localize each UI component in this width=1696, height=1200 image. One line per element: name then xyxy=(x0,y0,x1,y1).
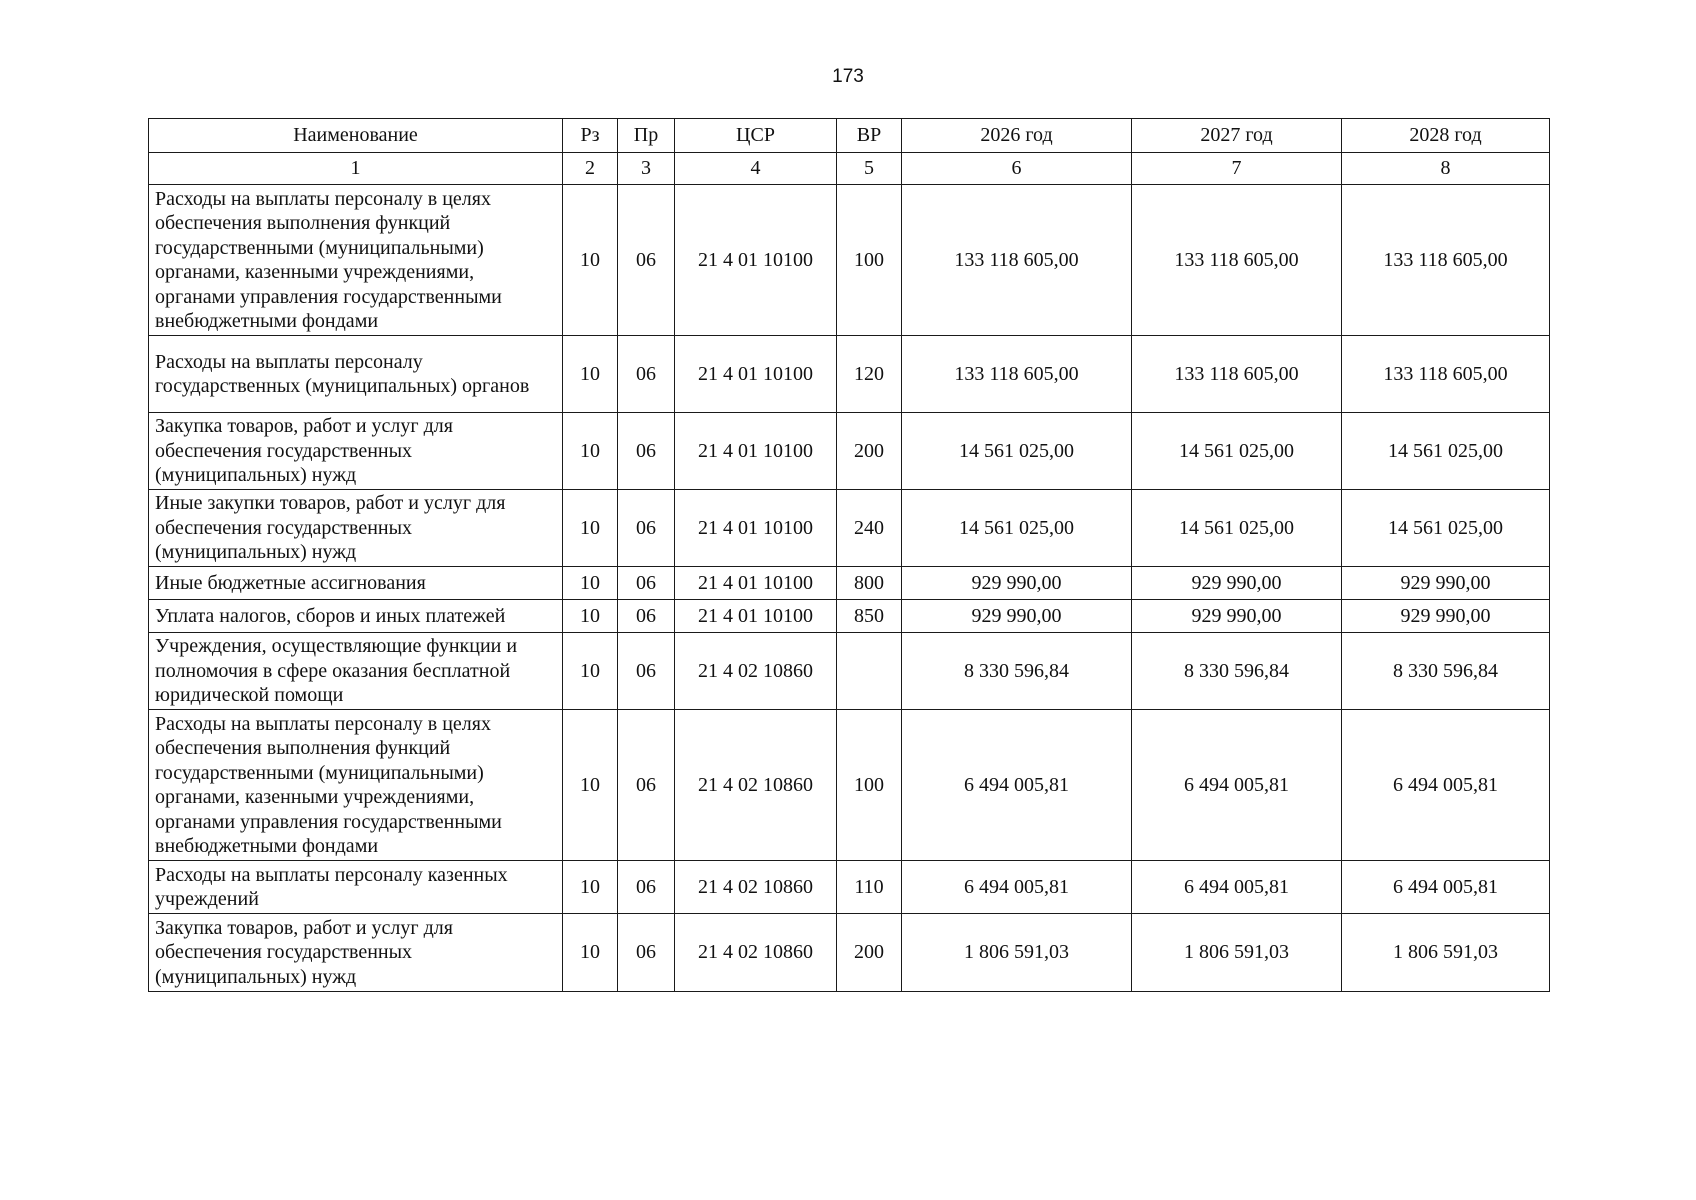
row-vr: 120 xyxy=(837,336,902,413)
row-vr: 800 xyxy=(837,567,902,600)
table-row xyxy=(149,633,1550,710)
row-amount-2028: 8 330 596,84 xyxy=(1342,633,1550,710)
row-pr: 06 xyxy=(618,336,675,413)
row-amount-2027: 1 806 591,03 xyxy=(1132,914,1342,992)
row-rz: 10 xyxy=(563,413,618,490)
row-amount-2027: 929 990,00 xyxy=(1132,600,1342,633)
row-amount-2026: 6 494 005,81 xyxy=(902,861,1132,914)
row-vr: 110 xyxy=(837,861,902,914)
row-name: Уплата налогов, сборов и иных платежей xyxy=(149,600,563,633)
row-pr: 06 xyxy=(618,710,675,861)
row-pr: 06 xyxy=(618,861,675,914)
row-pr: 06 xyxy=(618,185,675,336)
table-row xyxy=(149,914,1550,992)
row-amount-2028: 1 806 591,03 xyxy=(1342,914,1550,992)
row-amount-2026: 8 330 596,84 xyxy=(902,633,1132,710)
budget-table xyxy=(148,118,1550,992)
column-number: 4 xyxy=(675,153,837,185)
row-csr: 21 4 01 10100 xyxy=(675,185,837,336)
row-rz: 10 xyxy=(563,861,618,914)
row-name: Расходы на выплаты персоналу государственных (муниципальных) органов xyxy=(149,336,563,413)
header-rz: Рз xyxy=(563,119,618,153)
row-rz: 10 xyxy=(563,710,618,861)
row-amount-2027: 6 494 005,81 xyxy=(1132,861,1342,914)
row-name: Закупка товаров, работ и услуг для обеспечения государственных (муниципальных) нужд xyxy=(149,914,563,992)
row-vr: 100 xyxy=(837,185,902,336)
row-amount-2028: 133 118 605,00 xyxy=(1342,336,1550,413)
row-name: Иные бюджетные ассигнования xyxy=(149,567,563,600)
row-pr: 06 xyxy=(618,914,675,992)
page-number: 173 xyxy=(832,66,864,87)
row-amount-2028: 14 561 025,00 xyxy=(1342,490,1550,567)
table-row xyxy=(149,490,1550,567)
row-name: Иные закупки товаров, работ и услуг для обеспечения государственных (муниципальных) нужд xyxy=(149,490,563,567)
row-amount-2026: 929 990,00 xyxy=(902,600,1132,633)
row-amount-2028: 929 990,00 xyxy=(1342,600,1550,633)
row-vr: 200 xyxy=(837,914,902,992)
row-name: Расходы на выплаты персоналу казенных учреждений xyxy=(149,861,563,914)
column-number: 7 xyxy=(1132,153,1342,185)
column-number: 2 xyxy=(563,153,618,185)
row-amount-2028: 133 118 605,00 xyxy=(1342,185,1550,336)
row-amount-2027: 14 561 025,00 xyxy=(1132,490,1342,567)
row-amount-2027: 8 330 596,84 xyxy=(1132,633,1342,710)
header-csr: ЦСР xyxy=(675,119,837,153)
row-amount-2028: 6 494 005,81 xyxy=(1342,710,1550,861)
row-rz: 10 xyxy=(563,633,618,710)
row-csr: 21 4 02 10860 xyxy=(675,633,837,710)
row-rz: 10 xyxy=(563,567,618,600)
row-amount-2026: 6 494 005,81 xyxy=(902,710,1132,861)
table-row xyxy=(149,600,1550,633)
row-csr: 21 4 01 10100 xyxy=(675,600,837,633)
row-vr xyxy=(837,633,902,710)
row-vr: 200 xyxy=(837,413,902,490)
row-csr: 21 4 02 10860 xyxy=(675,861,837,914)
column-number: 1 xyxy=(149,153,563,185)
row-pr: 06 xyxy=(618,567,675,600)
column-number: 6 xyxy=(902,153,1132,185)
row-amount-2026: 133 118 605,00 xyxy=(902,185,1132,336)
row-amount-2027: 929 990,00 xyxy=(1132,567,1342,600)
row-amount-2026: 133 118 605,00 xyxy=(902,336,1132,413)
table-row xyxy=(149,710,1550,861)
row-amount-2026: 929 990,00 xyxy=(902,567,1132,600)
row-amount-2028: 929 990,00 xyxy=(1342,567,1550,600)
row-name: Закупка товаров, работ и услуг для обеспечения государственных (муниципальных) нужд xyxy=(149,413,563,490)
row-csr: 21 4 01 10100 xyxy=(675,567,837,600)
row-name: Учреждения, осуществляющие функции и полномочия в сфере оказания бесплатной юридической помощи xyxy=(149,633,563,710)
row-csr: 21 4 01 10100 xyxy=(675,490,837,567)
column-number: 8 xyxy=(1342,153,1550,185)
row-amount-2028: 6 494 005,81 xyxy=(1342,861,1550,914)
row-amount-2026: 14 561 025,00 xyxy=(902,490,1132,567)
header-pr: Пр xyxy=(618,119,675,153)
row-vr: 850 xyxy=(837,600,902,633)
table-row xyxy=(149,413,1550,490)
row-name: Расходы на выплаты персоналу в целях обеспечения выполнения функций государственными (муниципальными) органами, казенными учреждениями, органами управления государственными внебюджетными фондами xyxy=(149,185,563,336)
row-csr: 21 4 01 10100 xyxy=(675,336,837,413)
row-pr: 06 xyxy=(618,600,675,633)
row-csr: 21 4 01 10100 xyxy=(675,413,837,490)
row-amount-2027: 133 118 605,00 xyxy=(1132,336,1342,413)
row-amount-2027: 14 561 025,00 xyxy=(1132,413,1342,490)
column-number-row xyxy=(149,153,1550,185)
header-2026: 2026 год xyxy=(902,119,1132,153)
row-csr: 21 4 02 10860 xyxy=(675,914,837,992)
row-amount-2028: 14 561 025,00 xyxy=(1342,413,1550,490)
row-vr: 100 xyxy=(837,710,902,861)
row-name: Расходы на выплаты персоналу в целях обеспечения выполнения функций государственными (муниципальными) органами, казенными учреждениями, органами управления государственными внебюджетными фондами xyxy=(149,710,563,861)
table-row xyxy=(149,861,1550,914)
header-2027: 2027 год xyxy=(1132,119,1342,153)
table-row xyxy=(149,336,1550,413)
row-rz: 10 xyxy=(563,600,618,633)
row-amount-2026: 14 561 025,00 xyxy=(902,413,1132,490)
row-amount-2027: 6 494 005,81 xyxy=(1132,710,1342,861)
table-row xyxy=(149,567,1550,600)
row-vr: 240 xyxy=(837,490,902,567)
table-row xyxy=(149,185,1550,336)
row-pr: 06 xyxy=(618,490,675,567)
row-rz: 10 xyxy=(563,490,618,567)
row-pr: 06 xyxy=(618,633,675,710)
column-number: 3 xyxy=(618,153,675,185)
row-csr: 21 4 02 10860 xyxy=(675,710,837,861)
header-2028: 2028 год xyxy=(1342,119,1550,153)
row-amount-2026: 1 806 591,03 xyxy=(902,914,1132,992)
row-rz: 10 xyxy=(563,914,618,992)
header-vr: ВР xyxy=(837,119,902,153)
row-rz: 10 xyxy=(563,185,618,336)
header-name: Наименование xyxy=(149,119,563,153)
row-rz: 10 xyxy=(563,336,618,413)
column-number: 5 xyxy=(837,153,902,185)
row-amount-2027: 133 118 605,00 xyxy=(1132,185,1342,336)
row-pr: 06 xyxy=(618,413,675,490)
header-row xyxy=(149,119,1550,153)
